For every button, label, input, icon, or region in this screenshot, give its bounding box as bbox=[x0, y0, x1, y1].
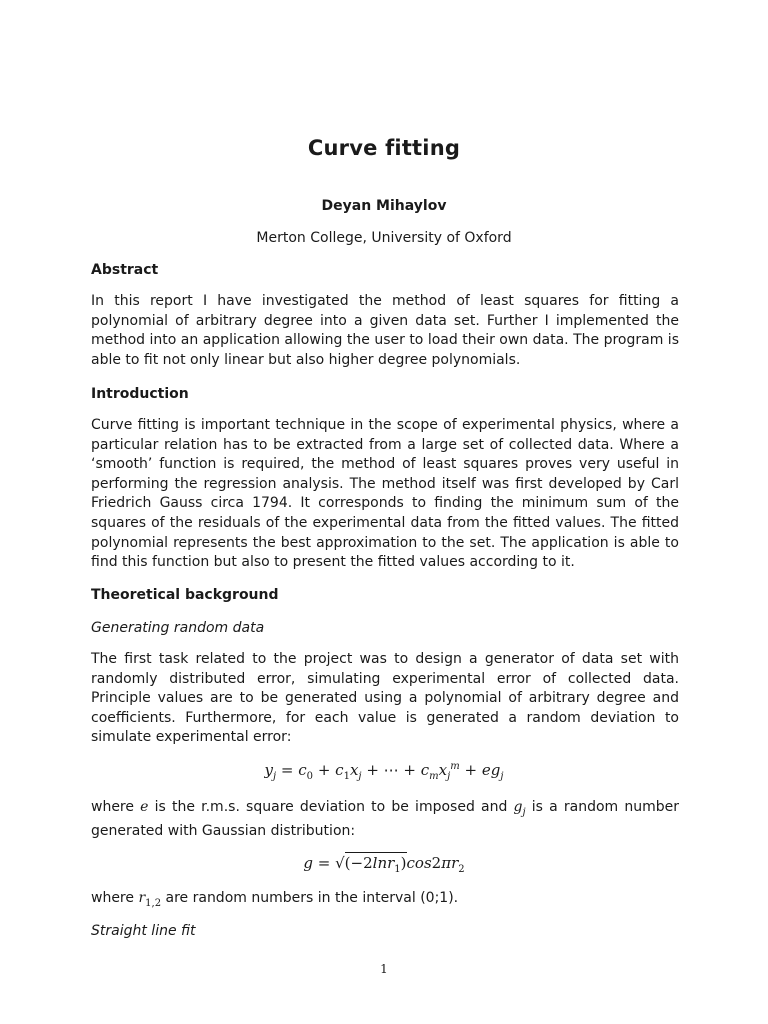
abstract-text: In this report I have investigated the method of least squares for fitting a polynomial of arbitrary degree into a given data set. Further I implemented the method into an application allowing the user to load their own data. The program is able to fit not only linear but also higher degree polynomials. bbox=[91, 293, 679, 368]
random-numbers-explanation: where $r_{1,2}$ are random numbers in the interval (0;1). bbox=[91, 890, 459, 909]
introduction-text: Curve fitting is important technique in the scope of experimental physics, where a particular relation has to be extracted from a large set of collected data. Where a ‘smooth’ function is required, the method of least squares proves very useful in performing the regression analysis. The method itself was first developed by Carl Friedrich Gauss circa 1794. It corresponds to finding the minimum sum of the squares of the residuals of the experimental data from the fitted values. The fitted polynomial represents the best approximation to the set. The application is able to find this function but also to present the fitted values according to it. bbox=[91, 417, 679, 571]
gaussian-equation: $g = √(-2\ln r_1)\cos 2\pi r_2$ bbox=[303, 854, 465, 875]
author-affiliation: Merton College, University of Oxford bbox=[256, 230, 512, 246]
theory-heading: Theoretical background bbox=[91, 587, 279, 603]
page-number: 1 bbox=[380, 962, 388, 976]
introduction-heading: Introduction bbox=[91, 386, 189, 402]
abstract-heading: Abstract bbox=[91, 262, 159, 278]
subheading-random-data: Generating random data bbox=[91, 620, 265, 636]
polynomial-equation: $y_j = c_0 + c_1x_j$ + ⋯ + $c_mx_j^m + eg_j$ bbox=[264, 761, 504, 782]
random-data-paragraph: The first task related to the project was to design a generator of data set with randomly distributed error, simulating experimental error of collected data. Principle values are to be generated using a polynomial of arbitrary degree and coefficients. Furthermore, for each value is generated a random deviation to simulate experimental error: bbox=[91, 651, 679, 746]
author-name: Deyan Mihaylov bbox=[321, 198, 447, 214]
paper-title: Curve fitting bbox=[307, 136, 461, 160]
deviation-explanation: where e is the r.m.s. square deviation to be imposed and $g_j$ is a random number generated with Gaussian distribution: bbox=[91, 799, 679, 840]
subheading-straight-line-fit: Straight line fit bbox=[91, 923, 196, 939]
